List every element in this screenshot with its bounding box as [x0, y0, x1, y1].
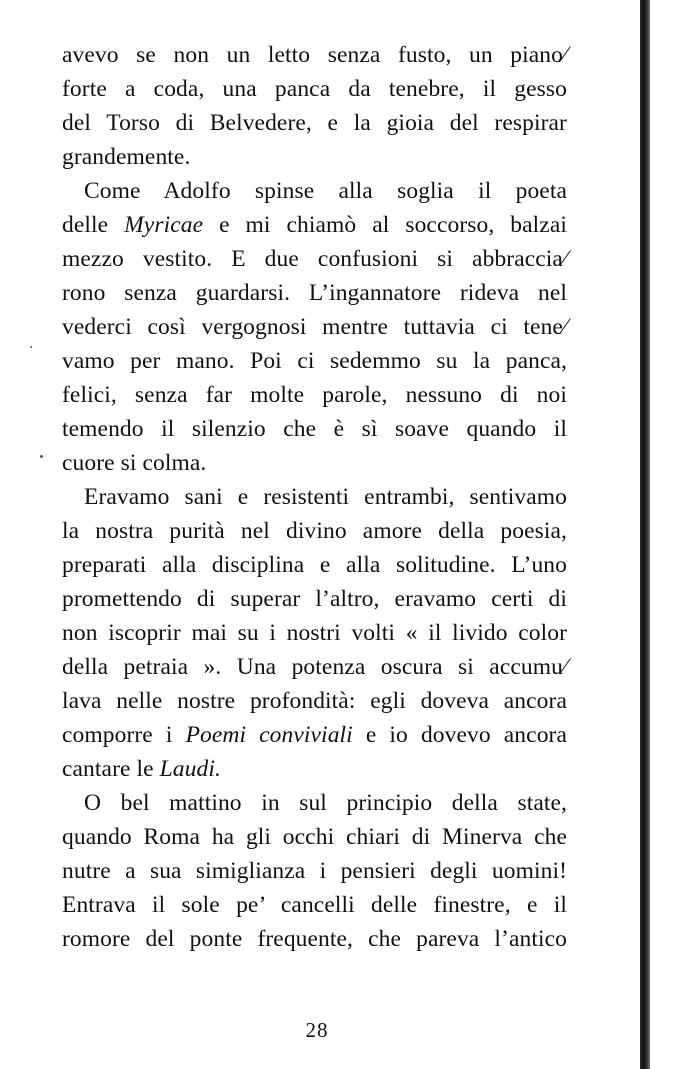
text-line: forte a coda, una panca da tenebre, il gesso	[62, 76, 567, 102]
text-span: delle	[62, 212, 125, 238]
text-line: lava nelle nostre profondità: egli doveva ancora	[62, 688, 567, 714]
text-line: rono senza guardarsi. L’ingannatore rideva nel	[62, 280, 567, 306]
italic-title: Laudi.	[159, 756, 221, 782]
text-line: nutre a sua simiglianza i pensieri degli uomini!	[62, 858, 567, 884]
text-line: felici, senza far molte parole, nessuno di noi	[62, 382, 567, 408]
text-line: Come Adolfo spinse alla soglia il poeta	[84, 178, 567, 204]
text-line	[62, 718, 567, 752]
text-line: mezzo vestito. E due confusioni si abbraccia⁄	[62, 246, 567, 272]
page-binding-edge	[640, 0, 650, 1069]
text-span: comporre i	[62, 722, 186, 748]
print-speck	[40, 455, 43, 458]
text-span: cantare le	[62, 756, 160, 782]
text-line: preparati alla disciplina e alla solitudine. L’uno	[62, 552, 567, 578]
text-span: e io dovevo ancora	[352, 722, 567, 748]
text-line	[62, 208, 567, 242]
text-line: temendo il silenzio che è sì soave quando il	[62, 416, 567, 442]
page-number: 28	[305, 1018, 329, 1042]
text-line: grandemente.	[62, 144, 191, 170]
text-line: avevo se non un letto senza fusto, un piano⁄	[62, 42, 567, 68]
text-line: cuore si colma.	[62, 450, 207, 476]
text-line: promettendo di superar l’altro, eravamo certi di	[62, 586, 567, 612]
text-line: del Torso di Belvedere, e la gioia del respirar	[62, 110, 567, 136]
text-span: e mi chiamò al soccorso, balzai	[203, 212, 567, 238]
text-line	[62, 752, 567, 786]
italic-title: Poemi conviviali	[185, 722, 353, 748]
text-line: non iscoprir mai su i nostri volti « il livido color	[62, 620, 567, 646]
print-speck	[30, 346, 32, 348]
text-line: la nostra purità nel divino amore della poesia,	[62, 518, 567, 544]
text-line: romore del ponte frequente, che pareva l’antico	[62, 926, 567, 952]
text-line: O bel mattino in sul principio della state,	[84, 790, 567, 816]
text-line: Eravamo sani e resistenti entrambi, sentivamo	[84, 484, 567, 510]
italic-title: Myricae	[124, 212, 204, 238]
text-line: quando Roma ha gli occhi chiari di Minerva che	[62, 824, 567, 850]
text-line: della petraia ». Una potenza oscura si accumu⁄	[62, 654, 567, 680]
page-margin	[650, 0, 700, 1069]
text-line: Entrava il sole pe’ cancelli delle finestre, e il	[62, 892, 567, 918]
body-text	[62, 38, 567, 956]
text-line: vederci così vergognosi mentre tuttavia ci tene⁄	[62, 314, 567, 340]
text-line: vamo per mano. Poi ci sedemmo su la panca,	[62, 348, 567, 374]
